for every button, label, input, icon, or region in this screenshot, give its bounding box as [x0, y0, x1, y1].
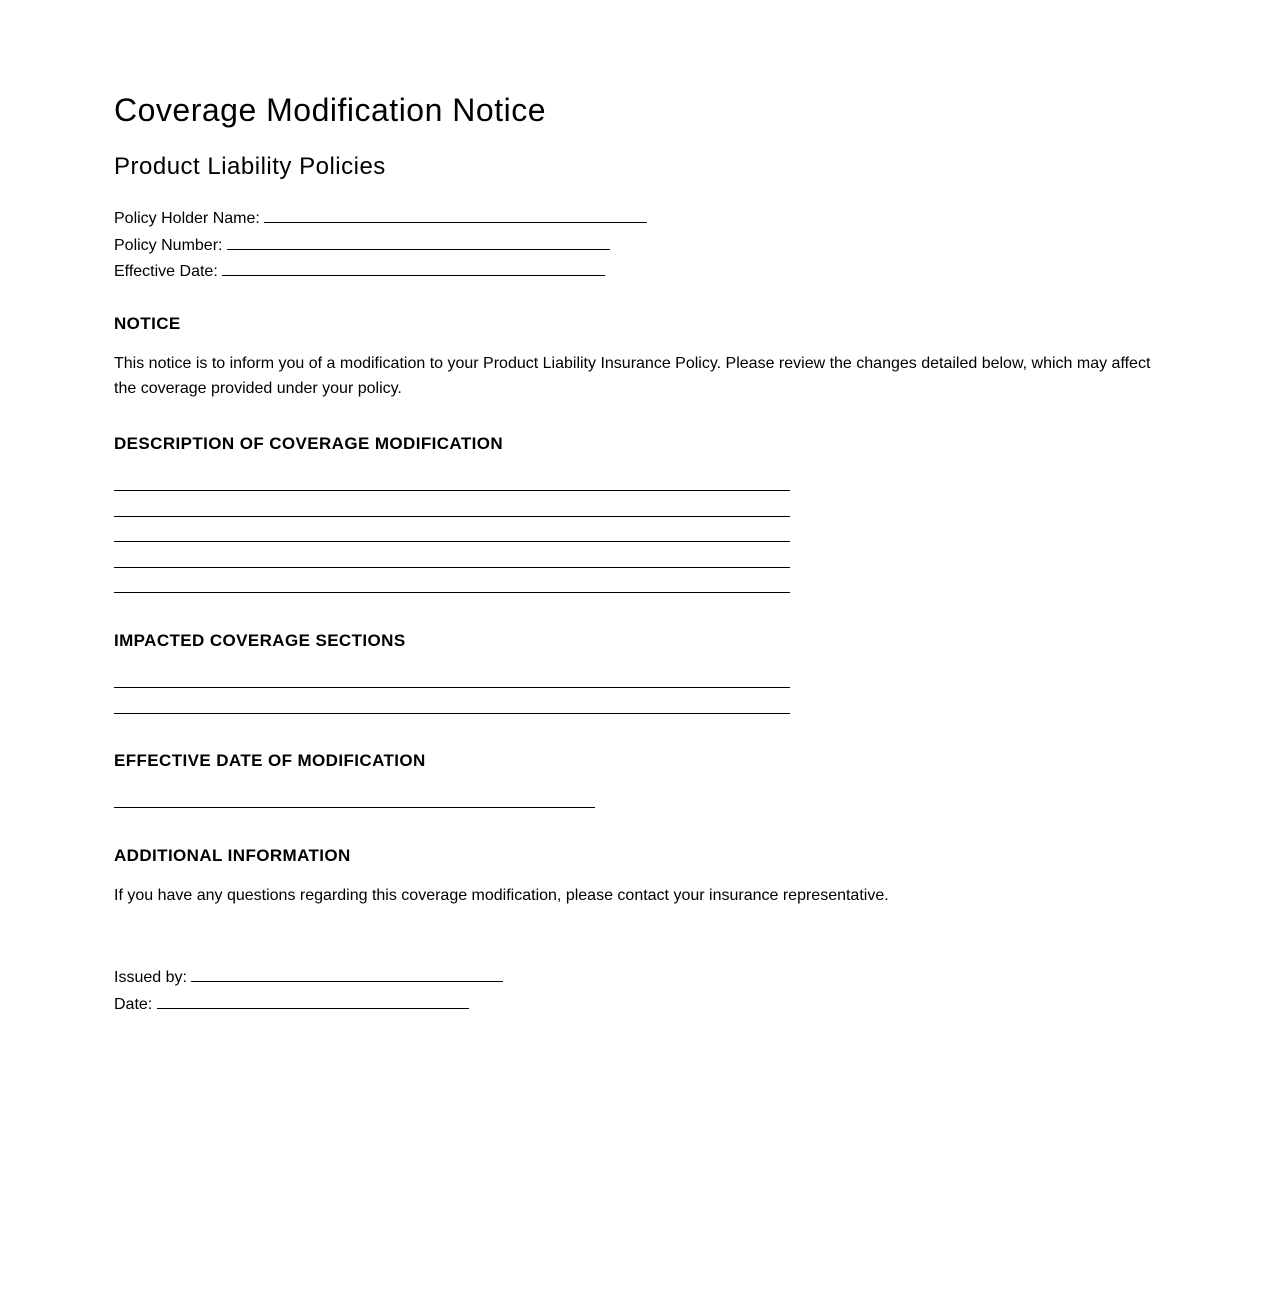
policy-number-label: Policy Number: [114, 236, 223, 254]
policy-number-blank[interactable] [227, 232, 610, 250]
description-blank-line[interactable] [114, 490, 790, 491]
effective-modification-blank-line[interactable] [114, 807, 595, 808]
date-field [114, 991, 503, 1018]
notice-body: This notice is to inform you of a modification to your Product Liability Insurance Policy. Please review the changes detailed below, which may affect the coverage provided under your policy. [114, 355, 1151, 397]
description-blank-line[interactable] [114, 567, 790, 568]
document-title: Coverage Modification Notice [114, 92, 546, 128]
policy-holder-name-label: Policy Holder Name: [114, 210, 260, 227]
effective-date-blank[interactable] [222, 258, 605, 276]
signature-block [114, 964, 503, 1017]
description-blank-line[interactable] [114, 592, 790, 593]
date-label: Date: [114, 995, 153, 1013]
notice-heading: NOTICE [114, 314, 181, 333]
description-blank-line[interactable] [114, 541, 790, 542]
policy-fields [114, 205, 647, 285]
issued-by-label: Issued by: [114, 969, 187, 986]
date-blank[interactable] [157, 991, 469, 1009]
additional-heading: ADDITIONAL INFORMATION [114, 846, 351, 865]
impacted-blank-line[interactable] [114, 687, 790, 688]
policy-number-field [114, 232, 647, 259]
impacted-blank-line[interactable] [114, 713, 790, 714]
issued-by-field [114, 964, 503, 991]
policy-holder-name-field [114, 205, 647, 232]
description-heading: DESCRIPTION OF COVERAGE MODIFICATION [114, 434, 504, 453]
policy-holder-name-blank[interactable] [264, 205, 647, 223]
effective-date-field [114, 258, 647, 285]
impacted-heading: IMPACTED COVERAGE SECTIONS [114, 631, 406, 650]
document-subtitle: Product Liability Policies [114, 153, 386, 180]
description-blank-line[interactable] [114, 516, 790, 517]
effective-date-label: Effective Date: [114, 263, 218, 280]
issued-by-blank[interactable] [191, 964, 503, 982]
additional-body: If you have any questions regarding this coverage modification, please contact your insurance representative. [114, 887, 889, 904]
effective-modification-heading: EFFECTIVE DATE OF MODIFICATION [114, 751, 426, 770]
